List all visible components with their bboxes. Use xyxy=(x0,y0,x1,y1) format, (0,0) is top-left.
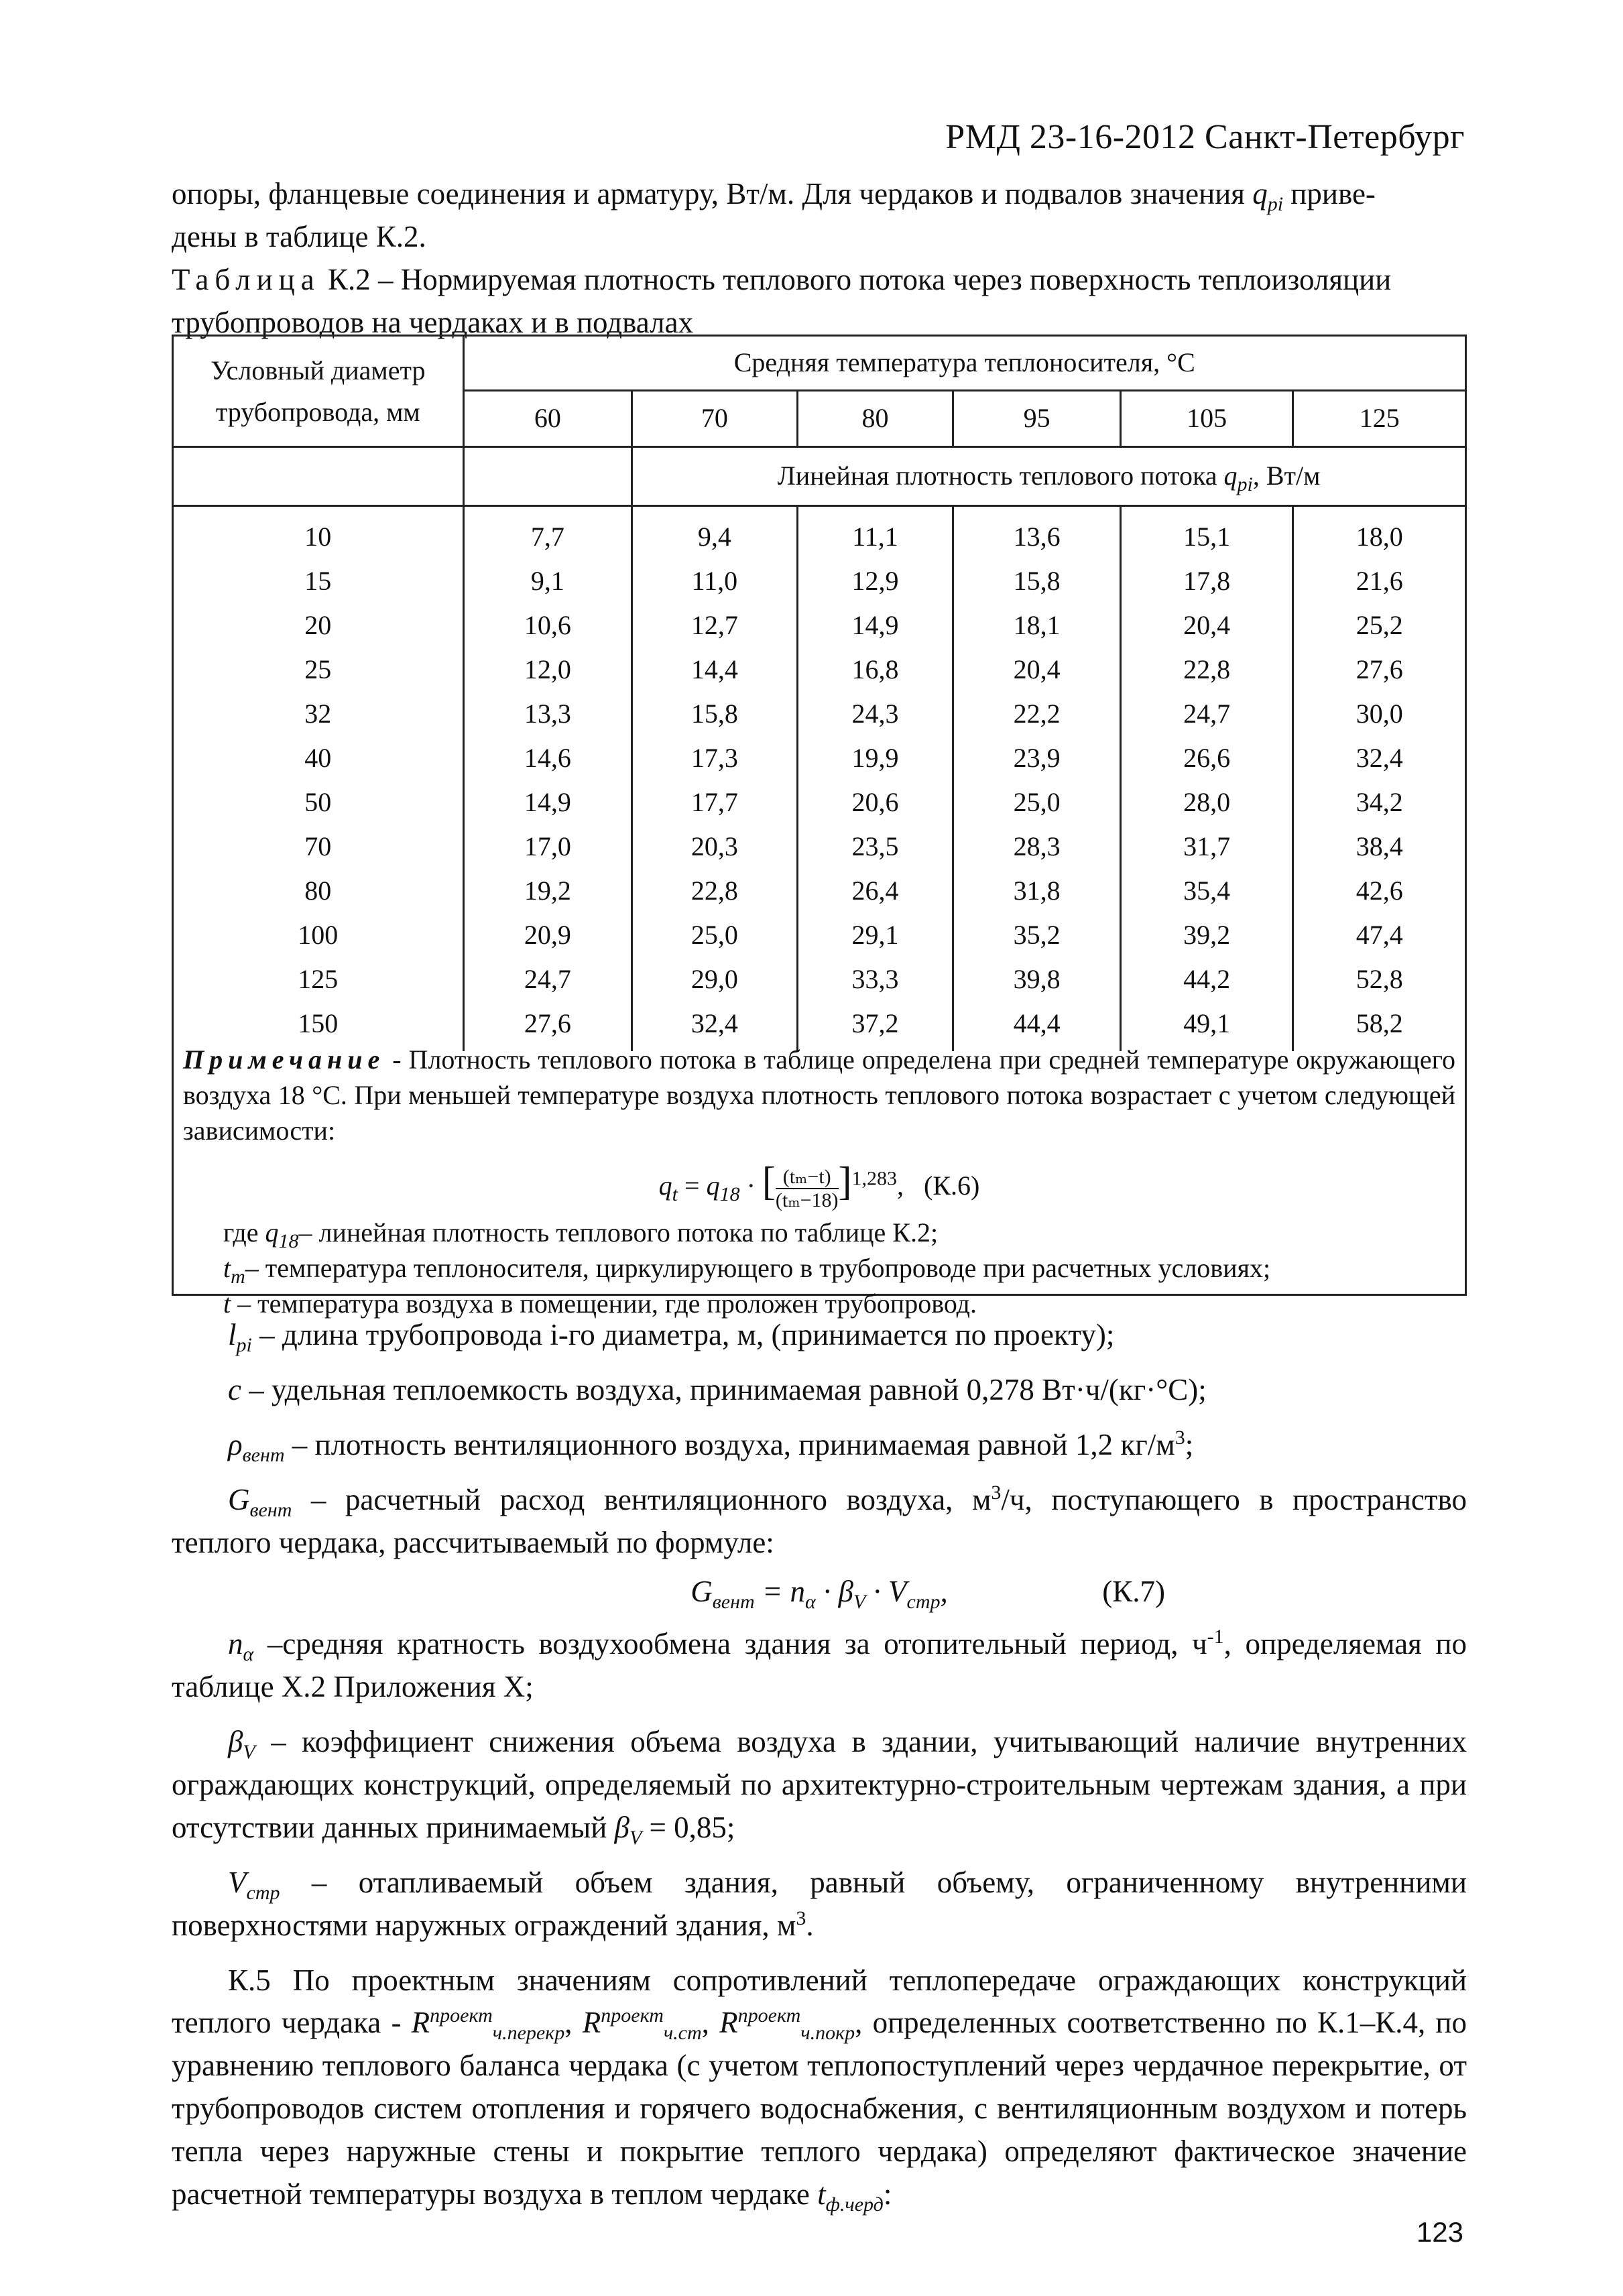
value-cell: 14,9 xyxy=(797,603,953,648)
diameter-header: Условный диаметр трубопровода, мм xyxy=(173,336,464,447)
value-cell: 24,7 xyxy=(1120,692,1293,736)
body-text xyxy=(172,1314,1467,2216)
value-cell: 35,4 xyxy=(1120,869,1293,913)
note-title: Примечание xyxy=(183,1044,385,1075)
section-k5: К.5 По проектным значениям сопротивлений теплопередаче ограждающих конструкций теплого чердака - $R^{проект}_{ч.перекр}$, $R^{проект}_{ч.ст}$, $R^{проект}_{ч.покр}$, определенных соответственно по К.1–К.4, по уравнению теплового баланса чердака (с учетом теплопоступлений через чердачное перекрытие, от трубопроводов систем отопления и горячего водоснабжения, с вентиляционным воздухом и потерь тепла через наружные стены и покрытие теплого чердака) определяют фактическое значение расчетной температуры воздуха в теплом чердаке $t_{ф.черд}$: xyxy=(172,1963,1467,2216)
where-q18: где $q_{18}-$ линейная плотность теплового потока по таблице К.2; xyxy=(223,1217,939,1253)
page-number: 123 xyxy=(1416,2216,1463,2248)
temp-cell: 95 xyxy=(953,391,1121,447)
diameter-cell: 32 xyxy=(173,692,464,736)
value-cell: 17,3 xyxy=(632,736,798,780)
value-cell: 22,2 xyxy=(953,692,1121,736)
value-cell: 14,9 xyxy=(463,780,632,825)
value-cell: 28,0 xyxy=(1120,780,1293,825)
value-cell: 35,2 xyxy=(953,913,1121,957)
value-cell: 18,0 xyxy=(1293,506,1466,560)
value-cell: 23,9 xyxy=(953,736,1121,780)
value-cell: 25,2 xyxy=(1293,603,1466,648)
value-cell: 47,4 xyxy=(1293,913,1466,957)
value-cell: 19,2 xyxy=(463,869,632,913)
formula-k6-number: (К.6) xyxy=(924,1170,980,1201)
value-cell: 34,2 xyxy=(1293,780,1466,825)
value-cell: 39,8 xyxy=(953,957,1121,1002)
def-c: c – удельная теплоемкость воздуха, принимаемая равной 0,278 Вт·ч/(кг·°С); xyxy=(228,1372,1207,1406)
document-header: РМД 23-16-2012 Санкт-Петербург xyxy=(945,118,1465,156)
def-v: $V_{стр}$ – отапливаемый объем здания, равный объему, ограниченному внутренними поверхностями наружных ограждений здания, $м^3$. xyxy=(172,1865,1467,1942)
diameter-cell: 50 xyxy=(173,780,464,825)
value-cell: 17,0 xyxy=(463,825,632,869)
formula-k7: $G_{вент} = n_\alpha \cdot \beta_V \cdot V_{стр}$, (К.7) xyxy=(172,1571,1467,1614)
value-cell: 26,4 xyxy=(797,869,953,913)
value-cell: 17,8 xyxy=(1120,559,1293,603)
diameter-cell: 25 xyxy=(173,648,464,692)
value-cell: 33,3 xyxy=(797,957,953,1002)
value-cell: 32,4 xyxy=(1293,736,1466,780)
value-cell: 14,6 xyxy=(463,736,632,780)
value-cell: 25,0 xyxy=(953,780,1121,825)
value-cell: 20,9 xyxy=(463,913,632,957)
value-cell: 24,7 xyxy=(463,957,632,1002)
value-cell: 52,8 xyxy=(1293,957,1466,1002)
value-cell: 12,9 xyxy=(797,559,953,603)
value-cell: 11,1 xyxy=(797,506,953,560)
value-cell: 15,8 xyxy=(632,692,798,736)
value-cell: 21,6 xyxy=(1293,559,1466,603)
heat-flux-table xyxy=(172,335,1467,1051)
value-cell: 10,6 xyxy=(463,603,632,648)
value-cell: 9,4 xyxy=(632,506,798,560)
value-cell: 22,8 xyxy=(1120,648,1293,692)
intro-paragraph: опоры, фланцевые соединения и арматуру, Вт/м. Для чердаков и подвалов значения $q_{pi}$ приве- дены в таблице К.2. xyxy=(172,173,1467,259)
note-text: - Плотность теплового потока в таблице определена при средней температуре окружающего воздуха 18 °С. При меньшей температуре воздуха плотность теплового потока возрастает с учетом следующей зависимости: xyxy=(183,1044,1455,1146)
intro-line-2: дены в таблице К.2. xyxy=(172,219,426,253)
value-cell: 39,2 xyxy=(1120,913,1293,957)
table-body xyxy=(173,506,1466,1052)
table-caption: Таблица К.2 – Нормируемая плотность теплового потока через поверхность теплоизоляции трубопроводов на чердаках и в подвалах xyxy=(172,263,1392,339)
def-g: $G_{вент}$ – расчетный расход вентиляционного воздуха, $м^3/ч$, поступающего в пространство теплого чердака, рассчитываемый по формуле: xyxy=(172,1481,1467,1559)
value-cell: 20,4 xyxy=(1120,603,1293,648)
value-cell: 16,8 xyxy=(797,648,953,692)
formula-fraction: $\frac{\text{(tₘ−t)}}{\text{(tₘ−18)}}$ xyxy=(775,1166,839,1212)
value-cell: 15,1 xyxy=(1120,506,1293,560)
value-cell: 49,1 xyxy=(1120,1002,1293,1051)
table-row xyxy=(173,648,1466,692)
temperature-header: Средняя температура теплоносителя, °С xyxy=(463,336,1465,391)
diameter-cell: 80 xyxy=(173,869,464,913)
diameter-cell: 150 xyxy=(173,1002,464,1051)
value-cell: 28,3 xyxy=(953,825,1121,869)
value-cell: 38,4 xyxy=(1293,825,1466,869)
diameter-cell: 100 xyxy=(173,913,464,957)
table-row xyxy=(173,506,1466,560)
value-cell: 12,7 xyxy=(632,603,798,648)
def-n: $n_\alpha$ –средняя кратность воздухообмена здания за отопительный период, $ч^{-1}$, определяемая по таблице Х.2 Приложения Х; xyxy=(172,1626,1467,1704)
value-cell: 14,4 xyxy=(632,648,798,692)
value-cell: 9,1 xyxy=(463,559,632,603)
value-cell: 29,0 xyxy=(632,957,798,1002)
where-t: t – температура воздуха в помещении, где проложен трубопровод. xyxy=(223,1288,977,1319)
value-cell: 42,6 xyxy=(1293,869,1466,913)
diameter-cell: 125 xyxy=(173,957,464,1002)
value-cell: 22,8 xyxy=(632,869,798,913)
value-cell: 30,0 xyxy=(1293,692,1466,736)
formula-k7-number: (К.7) xyxy=(1102,1575,1165,1609)
table-row xyxy=(173,957,1466,1002)
value-cell: 20,4 xyxy=(953,648,1121,692)
value-cell: 19,9 xyxy=(797,736,953,780)
temp-cell: 105 xyxy=(1120,391,1293,447)
table-row xyxy=(173,603,1466,648)
q-pi-symbol: $q_{pi}$ xyxy=(1252,177,1284,215)
value-cell: 58,2 xyxy=(1293,1002,1466,1051)
value-cell: 44,2 xyxy=(1120,957,1293,1002)
value-cell: 37,2 xyxy=(797,1002,953,1051)
def-lpi: $l_{pi}$ – длина трубопровода i-го диаметра, м, (принимается по проекту); xyxy=(228,1318,1115,1356)
value-cell: 11,0 xyxy=(632,559,798,603)
temp-cell: 60 xyxy=(463,391,632,447)
empty-header-cell xyxy=(173,447,464,506)
table-row xyxy=(173,559,1466,603)
table-note xyxy=(172,1041,1467,1319)
table-row xyxy=(173,780,1466,825)
value-cell: 23,5 xyxy=(797,825,953,869)
value-cell: 27,6 xyxy=(1293,648,1466,692)
def-beta: $\beta_V$ – коэффициент снижения объема воздуха в здании, учитывающий наличие внутренних ограждающих конструкций, определяемый по архитектурно-строительным чертежам здания, а при отсутствии данных принимаемый $\beta_V = 0,85$; xyxy=(172,1725,1467,1849)
empty-header-cell xyxy=(463,447,632,506)
value-cell: 7,7 xyxy=(463,506,632,560)
table-row xyxy=(173,869,1466,913)
value-cell: 17,7 xyxy=(632,780,798,825)
value-cell: 20,3 xyxy=(632,825,798,869)
density-header: Линейная плотность теплового потока $q_{pi}$, Вт/м xyxy=(632,447,1466,506)
table-row xyxy=(173,692,1466,736)
value-cell: 27,6 xyxy=(463,1002,632,1051)
value-cell: 29,1 xyxy=(797,913,953,957)
value-cell: 15,8 xyxy=(953,559,1121,603)
value-cell: 26,6 xyxy=(1120,736,1293,780)
value-cell: 20,6 xyxy=(797,780,953,825)
formula-k6: $q_t = q_{18}$ · [ $\frac{\text{(tₘ−t)}}{\text{(tₘ−18)}}$ ]$^{1,283}$, (К.6) xyxy=(658,1159,980,1212)
diameter-cell: 20 xyxy=(173,603,464,648)
diameter-cell: 10 xyxy=(173,506,464,560)
value-cell: 13,6 xyxy=(953,506,1121,560)
value-cell: 31,8 xyxy=(953,869,1121,913)
value-cell: 18,1 xyxy=(953,603,1121,648)
diameter-cell: 40 xyxy=(173,736,464,780)
value-cell: 13,3 xyxy=(463,692,632,736)
where-tm: $t_m-$ температура теплоносителя, циркулирующего в трубопроводе при расчетных условиях; xyxy=(223,1253,1271,1288)
temp-cell: 70 xyxy=(632,391,798,447)
value-cell: 31,7 xyxy=(1120,825,1293,869)
temp-cell: 80 xyxy=(797,391,953,447)
table-row xyxy=(173,736,1466,780)
value-cell: 12,0 xyxy=(463,648,632,692)
diameter-cell: 70 xyxy=(173,825,464,869)
table-row xyxy=(173,825,1466,869)
temp-cell: 125 xyxy=(1293,391,1466,447)
table-row xyxy=(173,913,1466,957)
value-cell: 25,0 xyxy=(632,913,798,957)
value-cell: 32,4 xyxy=(632,1002,798,1051)
value-cell: 24,3 xyxy=(797,692,953,736)
def-rho: $\rho_{вент}$ – плотность вентиляционного воздуха, принимаемая равной 1,2 $кг/м^3$; xyxy=(228,1426,1194,1466)
value-cell: 44,4 xyxy=(953,1002,1121,1051)
diameter-cell: 15 xyxy=(173,559,464,603)
